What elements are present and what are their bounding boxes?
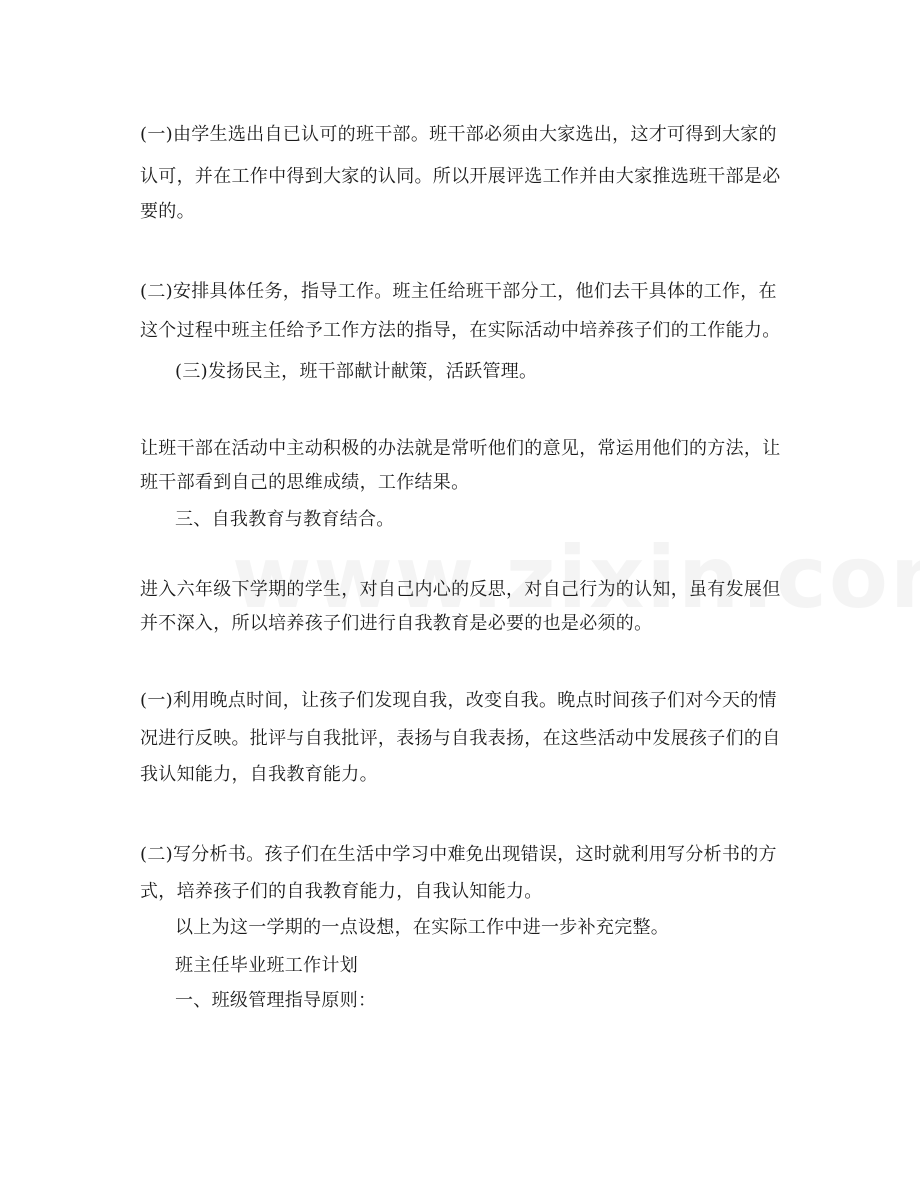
- paragraph-line: 进入六年级下学期的学生，对自己内心的反思，对自己行为的认知，虽有发展但: [140, 579, 781, 600]
- paragraph-line: (一)由学生选出自已认可的班干部。班干部必须由大家选出，这才可得到大家的: [140, 124, 777, 145]
- section-heading: 三、自我教育与教育结合。: [175, 509, 395, 530]
- paragraph-line: 并不深入，所以培养孩子们进行自我教育是必要的也是必须的。: [140, 613, 653, 634]
- paragraph-line: 要的。: [140, 201, 195, 222]
- paragraph-line: 认可，并在工作中得到大家的认同。所以开展评选工作并由大家推选班干部是必: [140, 166, 781, 187]
- paragraph-line: 式，培养孩子们的自我教育能力，自我认知能力。: [140, 881, 543, 902]
- paragraph-line: (一)利用晚点时间，让孩子们发现自我，改变自我。晚点时间孩子们对今天的情: [140, 690, 777, 711]
- paragraph-line: 班干部看到自己的思维成绩，工作结果。: [140, 472, 470, 493]
- paragraph-line: (三)发扬民主，班干部献计献策，活跃管理。: [175, 361, 538, 382]
- paragraph-line: 况进行反映。批评与自我批评，表扬与自我表扬，在这些活动中发展孩子们的自: [140, 728, 781, 749]
- paragraph-line: 我认知能力，自我教育能力。: [140, 764, 378, 785]
- paragraph-line: (二)安排具体任务，指导工作。班主任给班干部分工，他们去干具体的工作，在: [140, 281, 777, 302]
- paragraph-line: 以上为这一学期的一点设想，在实际工作中进一步补充完整。: [175, 917, 670, 938]
- plan-title: 班主任毕业班工作计划: [175, 955, 358, 976]
- section-heading: 一、班级管理指导原则：: [175, 990, 377, 1011]
- paragraph-line: 让班干部在活动中主动积极的办法就是常听他们的意见，常运用他们的方法，让: [140, 438, 781, 459]
- paragraph-line: (二)写分析书。孩子们在生活中学习中难免出现错误，这时就利用写分析书的方: [140, 844, 777, 865]
- paragraph-line: 这个过程中班主任给予工作方法的指导，在实际活动中培养孩子们的工作能力。: [140, 320, 781, 341]
